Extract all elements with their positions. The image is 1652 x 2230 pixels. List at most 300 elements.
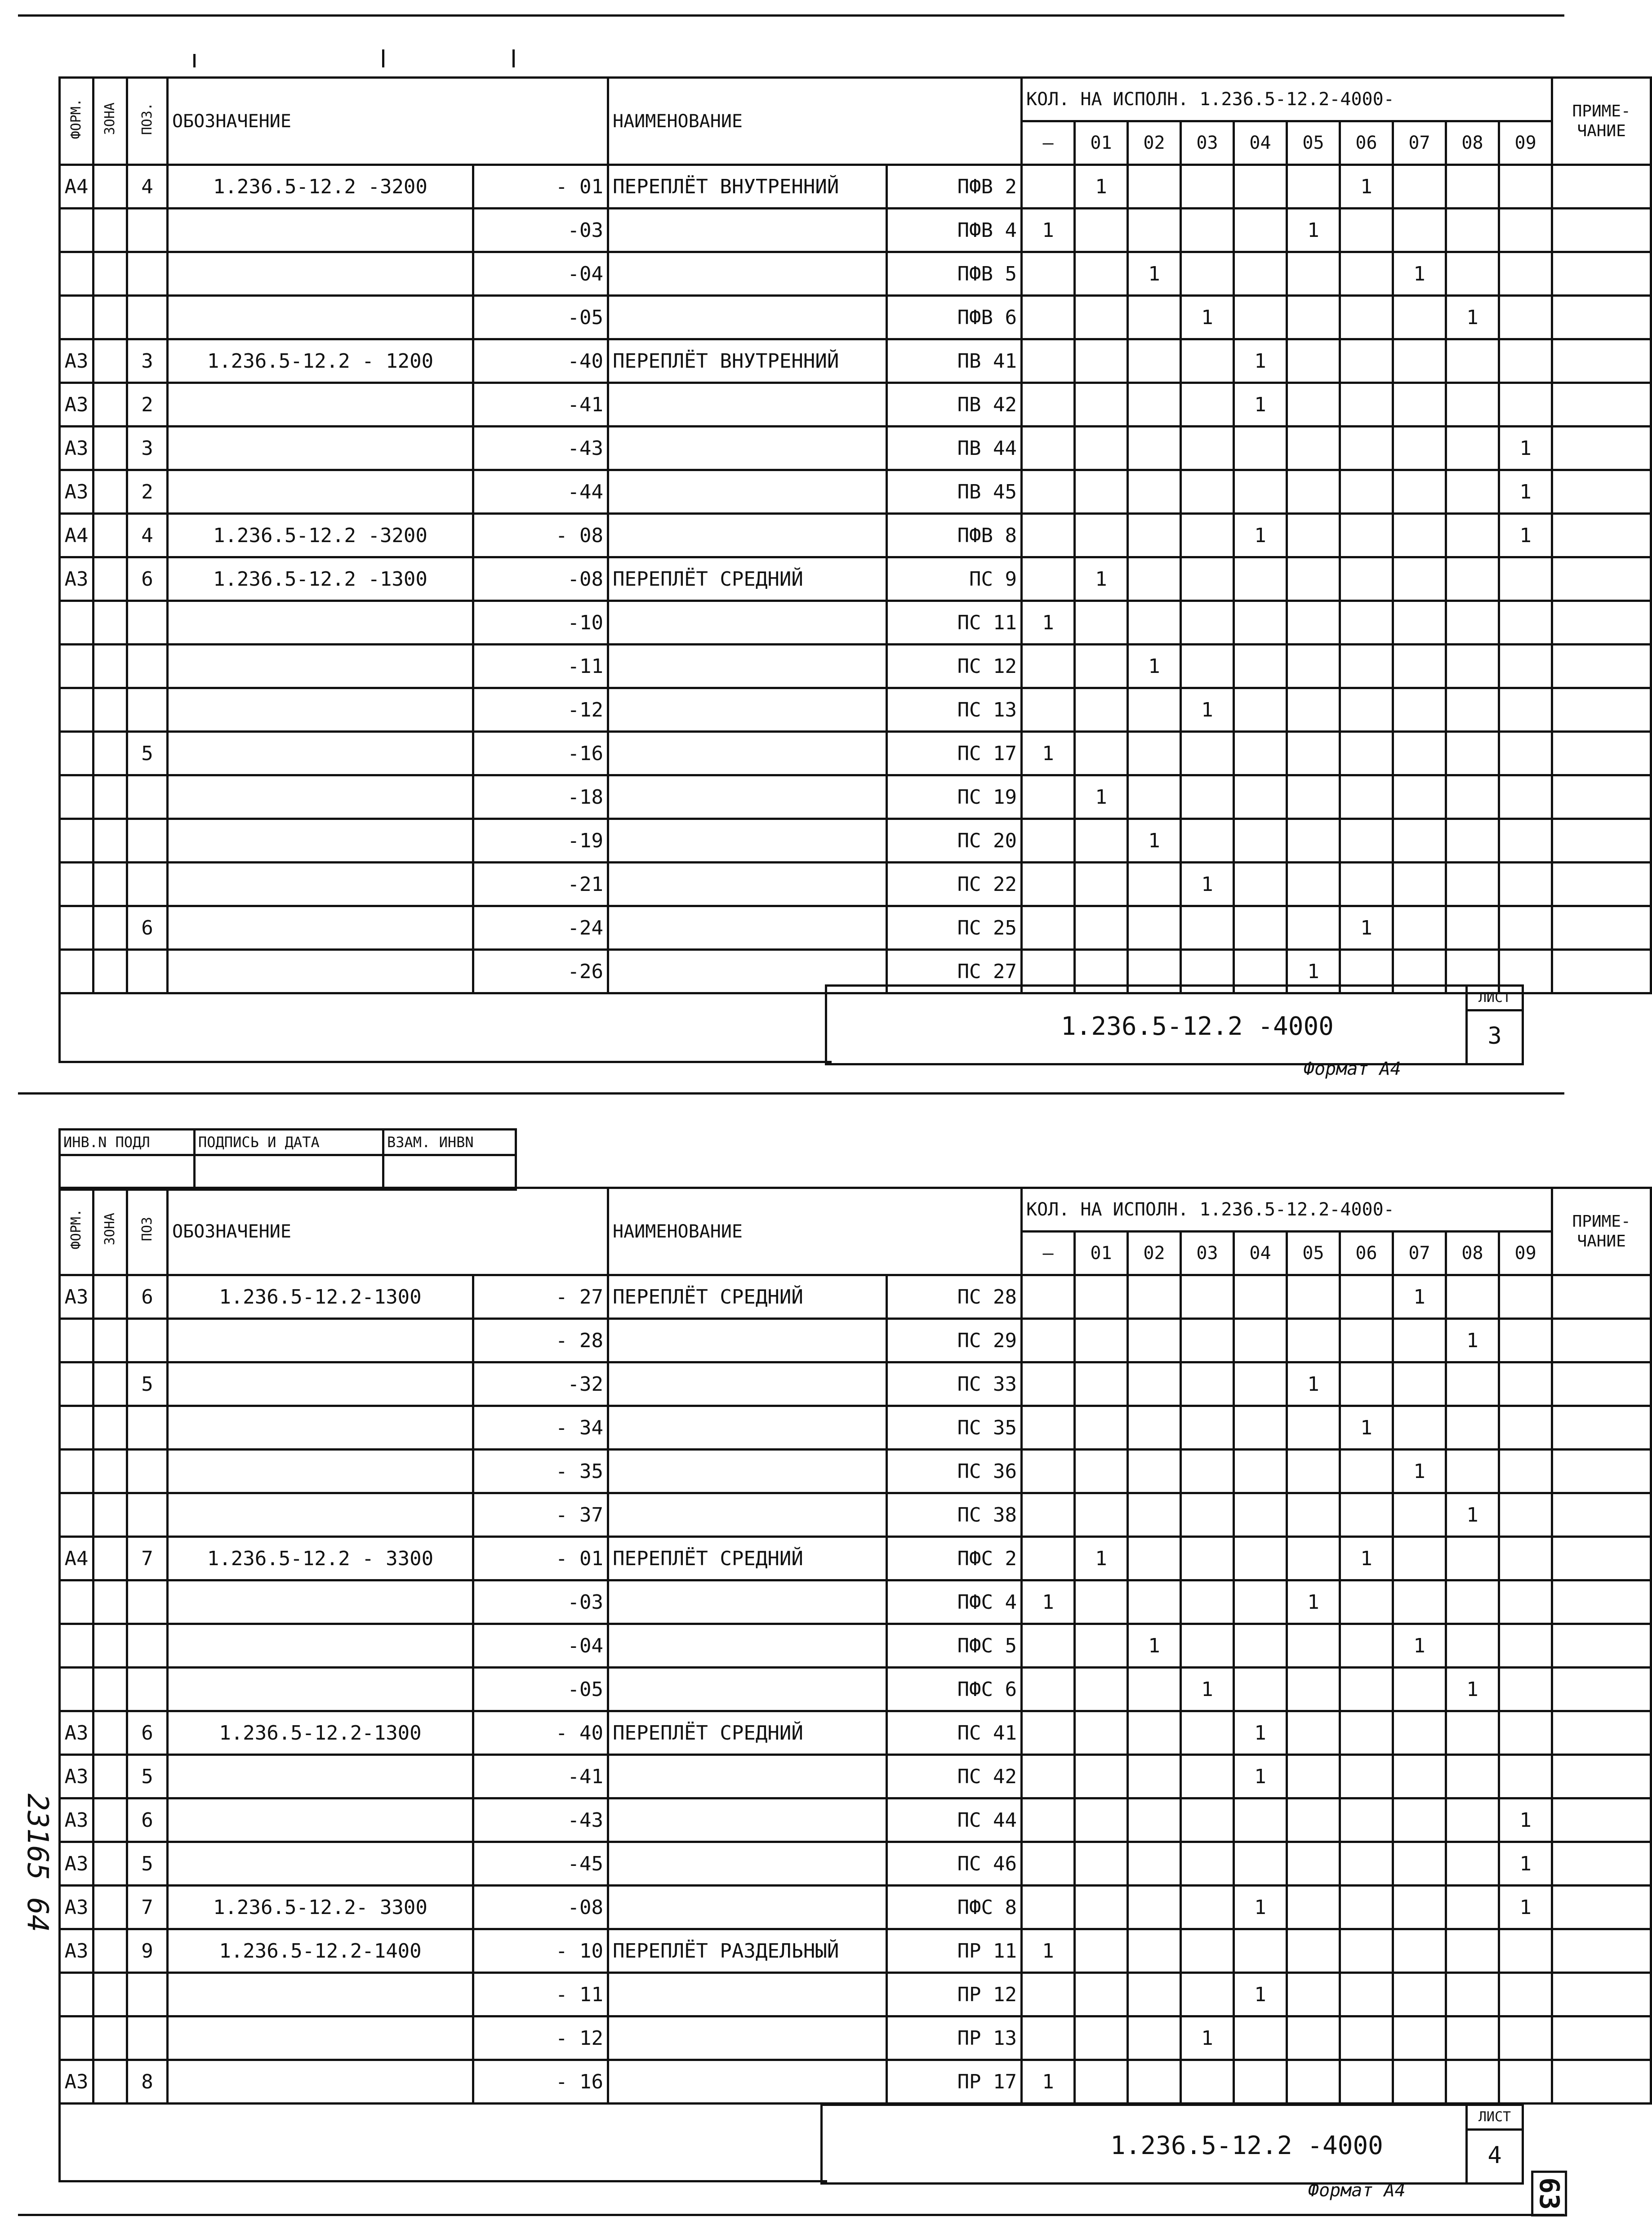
cell-form	[60, 209, 94, 252]
cell-qty-1	[1075, 645, 1128, 688]
cell-form: А3	[60, 1842, 94, 1886]
cell-code: ПВ 44	[887, 427, 1022, 470]
cell-qty-0	[1022, 1275, 1075, 1319]
cell-form	[60, 732, 94, 775]
cell-qty-7	[1393, 427, 1446, 470]
cell-qty-1	[1075, 601, 1128, 645]
cell-pos: 7	[127, 1537, 168, 1580]
sheet-number-cell	[1465, 987, 1522, 1063]
cell-qty-1	[1075, 209, 1128, 252]
cell-qty-9	[1499, 209, 1552, 252]
cell-qty-6	[1340, 296, 1393, 339]
table-row	[60, 427, 1651, 470]
cell-code: ПС 36	[887, 1450, 1022, 1493]
cell-designation	[168, 732, 473, 775]
cell-qty-6	[1340, 1798, 1393, 1842]
cell-pos	[127, 1406, 168, 1450]
cell-pos: 6	[127, 1798, 168, 1842]
cell-qty-4	[1234, 557, 1287, 601]
cell-code: ПФС 6	[887, 1668, 1022, 1711]
cell-pos: 2	[127, 383, 168, 427]
cell-name	[608, 906, 887, 950]
cell-qty-8	[1446, 732, 1499, 775]
cell-qty-8	[1446, 688, 1499, 732]
cell-designation	[168, 383, 473, 427]
col-zone-text: ЗОНА	[102, 102, 118, 135]
cell-qty-6	[1340, 1275, 1393, 1319]
cell-pos: 6	[127, 557, 168, 601]
cell-designation: 1.236.5-12.2-1300	[168, 1275, 473, 1319]
variant-3: 03	[1181, 121, 1234, 165]
cell-pos	[127, 296, 168, 339]
cell-qty-3	[1181, 1319, 1234, 1362]
cell-suffix: -44	[473, 470, 608, 514]
cell-qty-6	[1340, 819, 1393, 863]
cell-note	[1552, 906, 1651, 950]
cell-code: ПС 41	[887, 1711, 1022, 1755]
cell-name	[608, 296, 887, 339]
cell-zone	[94, 775, 127, 819]
cell-qty-6	[1340, 601, 1393, 645]
cell-qty-8	[1446, 1406, 1499, 1450]
cell-qty-7	[1393, 819, 1446, 863]
cell-name: ПЕРЕПЛЁТ СРЕДНИЙ	[608, 1275, 887, 1319]
document-code: 1.236.5-12.2 -4000	[1110, 2131, 1383, 2160]
cell-pos	[127, 688, 168, 732]
cell-name	[608, 645, 887, 688]
cell-suffix: -03	[473, 1580, 608, 1624]
cell-qty-7	[1393, 557, 1446, 601]
cell-pos: 3	[127, 427, 168, 470]
cell-qty-1	[1075, 732, 1128, 775]
variant-8: 08	[1446, 121, 1499, 165]
cell-code: ПС 20	[887, 819, 1022, 863]
cell-designation	[168, 1362, 473, 1406]
cell-qty-8	[1446, 339, 1499, 383]
cell-qty-4: 1	[1234, 339, 1287, 383]
cell-qty-4	[1234, 1319, 1287, 1362]
cell-qty-8	[1446, 1450, 1499, 1493]
cell-note	[1552, 1755, 1651, 1798]
cell-designation	[168, 296, 473, 339]
cell-qty-2	[1128, 1842, 1181, 1886]
cell-pos: 8	[127, 2060, 168, 2104]
cell-zone	[94, 514, 127, 557]
spec-table-2	[58, 1187, 1652, 2105]
cell-suffix: -18	[473, 775, 608, 819]
cell-qty-5: 1	[1287, 209, 1340, 252]
cell-designation: 1.236.5-12.2 -1300	[168, 557, 473, 601]
table-row	[60, 732, 1651, 775]
cell-qty-7	[1393, 165, 1446, 209]
cell-note	[1552, 1275, 1651, 1319]
cell-qty-5: 1	[1287, 1362, 1340, 1406]
cell-zone	[94, 906, 127, 950]
cell-form: А4	[60, 165, 94, 209]
cell-pos	[127, 1624, 168, 1668]
cell-code: ПФВ 8	[887, 514, 1022, 557]
cell-designation: 1.236.5-12.2 -3200	[168, 165, 473, 209]
cell-qty-2	[1128, 1929, 1181, 1973]
cell-qty-9	[1499, 165, 1552, 209]
cell-pos	[127, 209, 168, 252]
cell-qty-5	[1287, 2016, 1340, 2060]
cell-qty-0: 1	[1022, 1929, 1075, 1973]
cell-qty-5	[1287, 165, 1340, 209]
cell-qty-9: 1	[1499, 1842, 1552, 1886]
cell-pos: 6	[127, 1711, 168, 1755]
cell-qty-0	[1022, 819, 1075, 863]
cell-note	[1552, 1929, 1651, 1973]
cell-qty-8	[1446, 557, 1499, 601]
cell-pos: 3	[127, 339, 168, 383]
cell-designation	[168, 2016, 473, 2060]
cell-note	[1552, 1973, 1651, 2016]
cell-qty-5	[1287, 470, 1340, 514]
cell-qty-6	[1340, 1624, 1393, 1668]
document-code: 1.236.5-12.2 -4000	[1061, 1012, 1334, 1041]
cell-qty-5	[1287, 1450, 1340, 1493]
cell-qty-3	[1181, 1275, 1234, 1319]
cell-suffix: -08	[473, 1886, 608, 1929]
cell-suffix: - 34	[473, 1406, 608, 1450]
cell-qty-8	[1446, 1755, 1499, 1798]
cell-qty-5	[1287, 383, 1340, 427]
cell-qty-2	[1128, 1493, 1181, 1537]
cell-qty-0: 1	[1022, 2060, 1075, 2104]
variant-0: –	[1022, 1232, 1075, 1275]
cell-qty-2	[1128, 688, 1181, 732]
cell-qty-0	[1022, 2016, 1075, 2060]
cell-qty-9	[1499, 1668, 1552, 1711]
cell-qty-7	[1393, 906, 1446, 950]
cell-qty-0: 1	[1022, 209, 1075, 252]
cell-qty-8: 1	[1446, 1668, 1499, 1711]
cell-qty-4	[1234, 732, 1287, 775]
cell-name	[608, 819, 887, 863]
table-row	[60, 557, 1651, 601]
cell-suffix: -24	[473, 906, 608, 950]
cell-qty-6	[1340, 1973, 1393, 2016]
cell-qty-1	[1075, 1798, 1128, 1842]
cell-qty-3	[1181, 1493, 1234, 1537]
cell-suffix: -19	[473, 819, 608, 863]
cell-form	[60, 1406, 94, 1450]
cell-qty-7	[1393, 1362, 1446, 1406]
cell-qty-9	[1499, 732, 1552, 775]
format-label: Формат А4	[1304, 1059, 1401, 1079]
cell-qty-5	[1287, 1798, 1340, 1842]
cell-qty-4: 1	[1234, 383, 1287, 427]
replace-inv-value	[383, 1155, 516, 1190]
cell-qty-4	[1234, 1406, 1287, 1450]
cell-qty-4	[1234, 1668, 1287, 1711]
cell-qty-3: 1	[1181, 688, 1234, 732]
cell-suffix: - 01	[473, 1537, 608, 1580]
cell-qty-6: 1	[1340, 1537, 1393, 1580]
cell-designation: 1.236.5-12.2-1300	[168, 1711, 473, 1755]
cell-form: А3	[60, 383, 94, 427]
cell-note	[1552, 950, 1651, 993]
cell-qty-4	[1234, 2016, 1287, 2060]
cell-qty-6	[1340, 383, 1393, 427]
cell-zone	[94, 1842, 127, 1886]
cell-qty-9	[1499, 557, 1552, 601]
cell-qty-7	[1393, 688, 1446, 732]
table-row	[60, 209, 1651, 252]
cell-name	[608, 1624, 887, 1668]
cell-qty-0: 1	[1022, 732, 1075, 775]
cell-qty-3	[1181, 601, 1234, 645]
cell-zone	[94, 470, 127, 514]
cell-qty-5	[1287, 427, 1340, 470]
cell-qty-8	[1446, 1973, 1499, 2016]
cell-qty-3	[1181, 906, 1234, 950]
variant-9: 09	[1499, 1232, 1552, 1275]
cell-name	[608, 1755, 887, 1798]
cell-qty-4	[1234, 645, 1287, 688]
cell-qty-1	[1075, 1450, 1128, 1493]
cell-note	[1552, 1493, 1651, 1537]
cell-name: ПЕРЕПЛЁТ ВНУТРЕННИЙ	[608, 339, 887, 383]
cell-zone	[94, 688, 127, 732]
cell-qty-2	[1128, 775, 1181, 819]
cell-qty-0	[1022, 645, 1075, 688]
cell-qty-7: 1	[1393, 1624, 1446, 1668]
cell-zone	[94, 1624, 127, 1668]
cell-qty-8	[1446, 1842, 1499, 1886]
cell-zone	[94, 1406, 127, 1450]
cell-designation: 1.236.5-12.2- 3300	[168, 1886, 473, 1929]
cell-qty-2: 1	[1128, 1624, 1181, 1668]
cell-qty-6	[1340, 1929, 1393, 1973]
sheet-number-cell	[1465, 2106, 1522, 2182]
cell-qty-4	[1234, 1624, 1287, 1668]
cell-zone	[94, 1755, 127, 1798]
cell-qty-7	[1393, 1842, 1446, 1886]
cell-qty-7	[1393, 732, 1446, 775]
cell-qty-9	[1499, 906, 1552, 950]
cell-qty-6: 1	[1340, 165, 1393, 209]
cell-qty-5	[1287, 296, 1340, 339]
cell-form	[60, 252, 94, 296]
cell-qty-5	[1287, 1755, 1340, 1798]
table-row	[60, 1493, 1651, 1537]
cell-qty-8	[1446, 1798, 1499, 1842]
cell-qty-7	[1393, 1668, 1446, 1711]
cell-qty-0	[1022, 296, 1075, 339]
page-stamp: 63	[1531, 2171, 1567, 2217]
cell-qty-0	[1022, 165, 1075, 209]
cell-qty-1	[1075, 1668, 1128, 1711]
cell-qty-4	[1234, 165, 1287, 209]
signature-date-label: ПОДПИСЬ И ДАТА	[195, 1130, 383, 1155]
cell-form: А3	[60, 470, 94, 514]
cell-designation: 1.236.5-12.2 - 3300	[168, 1537, 473, 1580]
cell-designation	[168, 252, 473, 296]
col-pos	[127, 78, 168, 165]
cell-pos: 7	[127, 1886, 168, 1929]
cell-qty-7: 1	[1393, 1275, 1446, 1319]
cell-zone	[94, 209, 127, 252]
cell-qty-1	[1075, 1929, 1128, 1973]
cell-qty-6	[1340, 209, 1393, 252]
cell-qty-2	[1128, 1886, 1181, 1929]
cell-qty-8	[1446, 601, 1499, 645]
cell-qty-2	[1128, 427, 1181, 470]
cell-designation	[168, 1973, 473, 2016]
cell-code: ПР 11	[887, 1929, 1022, 1973]
cell-qty-5	[1287, 775, 1340, 819]
sheet-label: ЛИСТ	[1468, 2106, 1522, 2131]
cell-name	[608, 732, 887, 775]
cell-qty-4	[1234, 601, 1287, 645]
table-row	[60, 1929, 1651, 1973]
table-row	[60, 1842, 1651, 1886]
variant-4: 04	[1234, 1232, 1287, 1275]
cell-qty-1	[1075, 1493, 1128, 1537]
cell-qty-0	[1022, 1537, 1075, 1580]
cell-note	[1552, 1319, 1651, 1362]
cell-zone	[94, 252, 127, 296]
cell-name	[608, 1842, 887, 1886]
cell-qty-7	[1393, 775, 1446, 819]
table-row	[60, 1668, 1651, 1711]
table-row	[60, 1275, 1651, 1319]
table-row	[60, 1406, 1651, 1450]
cell-note	[1552, 819, 1651, 863]
cell-qty-6	[1340, 557, 1393, 601]
cell-qty-1	[1075, 1319, 1128, 1362]
cell-note	[1552, 1842, 1651, 1886]
cell-form	[60, 1493, 94, 1537]
cell-qty-5	[1287, 1711, 1340, 1755]
cell-suffix: -26	[473, 950, 608, 993]
cell-qty-9	[1499, 1319, 1552, 1362]
cell-qty-1: 1	[1075, 165, 1128, 209]
cell-qty-6	[1340, 1450, 1393, 1493]
table-row	[60, 1886, 1651, 1929]
cell-form: А3	[60, 557, 94, 601]
cell-suffix: -05	[473, 1668, 608, 1711]
cell-qty-9	[1499, 1624, 1552, 1668]
cell-note	[1552, 688, 1651, 732]
cell-qty-0	[1022, 1798, 1075, 1842]
cell-name	[608, 1493, 887, 1537]
cell-qty-1	[1075, 383, 1128, 427]
col-form-text: ФОРМ.	[68, 98, 84, 139]
table-row	[60, 1537, 1651, 1580]
format-label: Формат А4	[1308, 2180, 1406, 2201]
cell-qty-1	[1075, 514, 1128, 557]
cell-qty-9	[1499, 688, 1552, 732]
cell-note	[1552, 1406, 1651, 1450]
cell-qty-4	[1234, 296, 1287, 339]
cell-designation	[168, 645, 473, 688]
cell-qty-6	[1340, 1319, 1393, 1362]
cell-qty-9	[1499, 296, 1552, 339]
cell-designation	[168, 1493, 473, 1537]
variant-2: 02	[1128, 1232, 1181, 1275]
variant-6: 06	[1340, 1232, 1393, 1275]
cell-qty-6	[1340, 514, 1393, 557]
cell-qty-0	[1022, 1493, 1075, 1537]
cell-qty-4	[1234, 470, 1287, 514]
cell-zone	[94, 339, 127, 383]
cell-qty-4	[1234, 1450, 1287, 1493]
cell-form: А3	[60, 1886, 94, 1929]
cell-qty-8	[1446, 383, 1499, 427]
cell-qty-5	[1287, 601, 1340, 645]
cell-form	[60, 775, 94, 819]
col-pos	[127, 1188, 168, 1275]
cell-qty-6	[1340, 775, 1393, 819]
cell-qty-7	[1393, 339, 1446, 383]
cell-code: ПС 22	[887, 863, 1022, 906]
cell-qty-0	[1022, 863, 1075, 906]
spec-header-1	[60, 78, 1651, 165]
table-row	[60, 1580, 1651, 1624]
cell-code: ПР 12	[887, 1973, 1022, 2016]
cell-code: ПС 46	[887, 1842, 1022, 1886]
cell-designation	[168, 1319, 473, 1362]
col-name: НАИМЕНОВАНИЕ	[608, 1188, 1022, 1275]
cell-qty-2	[1128, 1973, 1181, 2016]
cell-zone	[94, 1537, 127, 1580]
cell-qty-4	[1234, 1493, 1287, 1537]
cell-form: А4	[60, 514, 94, 557]
cell-qty-9	[1499, 1973, 1552, 2016]
cell-qty-7	[1393, 1973, 1446, 2016]
cell-qty-5	[1287, 339, 1340, 383]
cell-note	[1552, 1537, 1651, 1580]
cell-qty-7	[1393, 1537, 1446, 1580]
cell-qty-3	[1181, 732, 1234, 775]
cell-qty-6	[1340, 1668, 1393, 1711]
cell-pos	[127, 2016, 168, 2060]
cell-note	[1552, 427, 1651, 470]
cell-qty-7	[1393, 2016, 1446, 2060]
cell-qty-7	[1393, 209, 1446, 252]
col-name: НАИМЕНОВАНИЕ	[608, 78, 1022, 165]
cell-qty-3	[1181, 1711, 1234, 1755]
cell-qty-8	[1446, 1711, 1499, 1755]
cell-name	[608, 688, 887, 732]
cell-pos: 6	[127, 906, 168, 950]
cell-qty-1	[1075, 819, 1128, 863]
variant-8: 08	[1446, 1232, 1499, 1275]
cell-qty-1	[1075, 688, 1128, 732]
cell-suffix: -43	[473, 427, 608, 470]
cell-form	[60, 2016, 94, 2060]
cell-code: ПС 13	[887, 688, 1022, 732]
table-row	[60, 165, 1651, 209]
inv-no-label: ИНВ.N ПОДЛ	[60, 1130, 195, 1155]
cell-qty-3	[1181, 1580, 1234, 1624]
cell-qty-2: 1	[1128, 819, 1181, 863]
col-pos-text: ПОЗ	[139, 1217, 155, 1242]
cell-suffix: - 08	[473, 514, 608, 557]
variant-6: 06	[1340, 121, 1393, 165]
cell-note	[1552, 209, 1651, 252]
cell-qty-2	[1128, 514, 1181, 557]
cell-suffix: -12	[473, 688, 608, 732]
cell-qty-1	[1075, 1362, 1128, 1406]
cell-qty-7	[1393, 514, 1446, 557]
cell-qty-2	[1128, 383, 1181, 427]
cell-qty-3	[1181, 1406, 1234, 1450]
cell-qty-7	[1393, 1886, 1446, 1929]
